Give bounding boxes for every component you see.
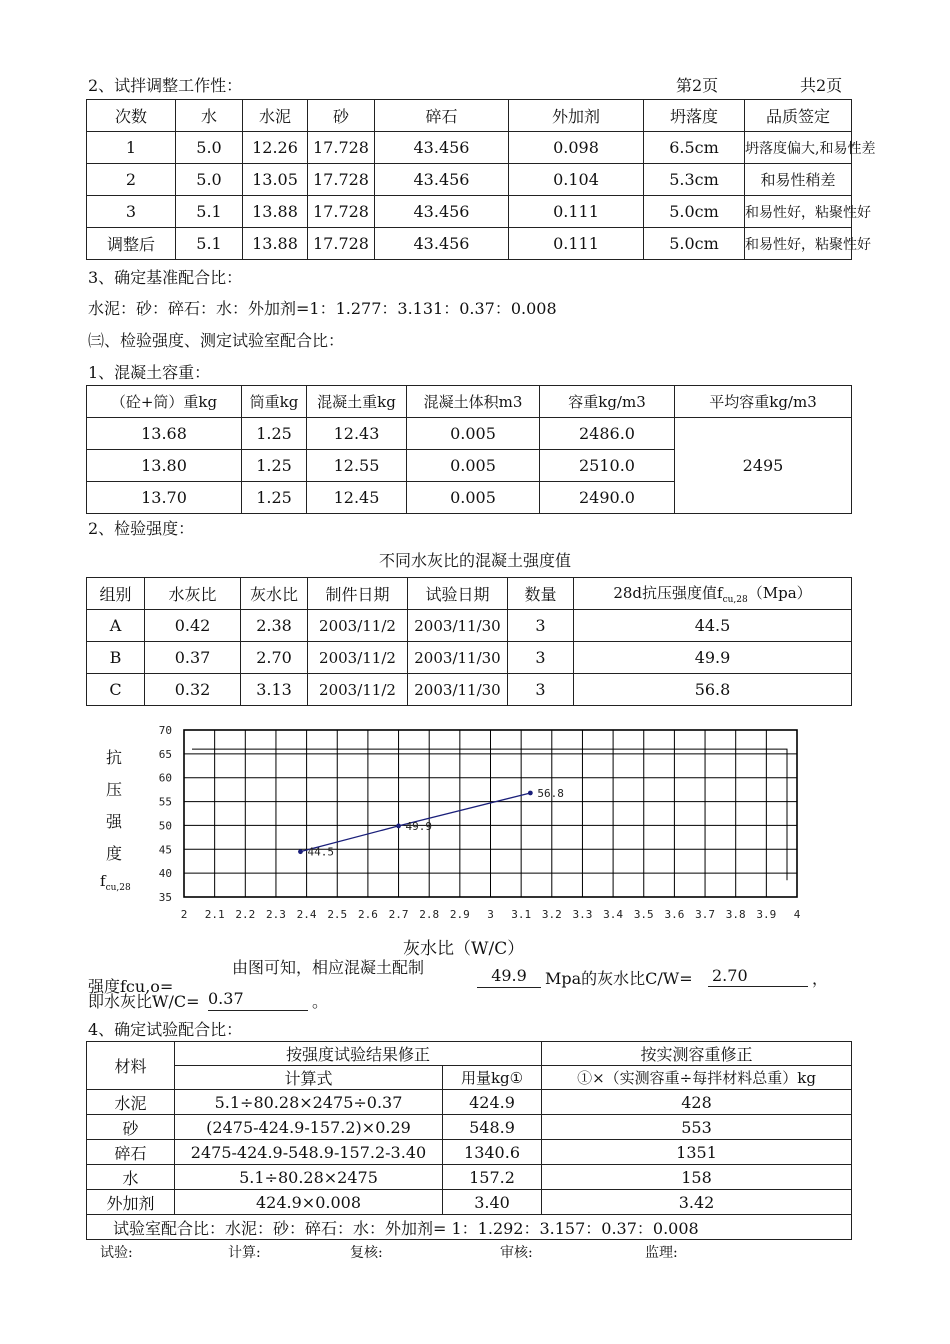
cell: 0.32	[145, 674, 241, 706]
footer-supervisor: 监理:	[645, 1245, 678, 1261]
cell: 3	[508, 674, 574, 706]
cell: 碎石	[87, 1140, 175, 1165]
cell: 0.42	[145, 610, 241, 642]
footer-checker: 复核:	[350, 1245, 383, 1261]
section3-heading: ㈢、检验强度、测定试验室配合比：	[88, 331, 345, 350]
cell: C	[87, 674, 145, 706]
cw-value: 2.70	[708, 965, 808, 987]
y-tick-label: 65	[158, 747, 172, 761]
cell: 44.5	[574, 610, 852, 642]
footer-reviewer: 审核:	[500, 1245, 533, 1261]
cell: 6.5cm	[644, 132, 745, 164]
cell: 砂	[87, 1115, 175, 1140]
cell: 和易性好，粘聚性好	[745, 228, 852, 260]
header-cell: 按强度试验结果修正	[175, 1042, 542, 1066]
final-ratio-row	[87, 1215, 852, 1240]
header-cell: 外加剂	[509, 100, 644, 132]
x-tick-label: 2.7	[388, 908, 409, 921]
cell: 2510.0	[540, 450, 675, 482]
header-cell: 水泥	[243, 100, 308, 132]
cell: 13.05	[243, 164, 308, 196]
cell: 17.728	[308, 228, 375, 260]
x-tick-label: 3.4	[603, 908, 624, 921]
header-cell: 水灰比	[145, 578, 241, 610]
data-label: 44.5	[307, 845, 334, 859]
cell: 2003/11/2	[308, 610, 408, 642]
cell: 0.005	[407, 418, 540, 450]
y-label-symbol: $f_{cu,28}$	[100, 872, 131, 893]
cell: 3.13	[241, 674, 308, 706]
header-cell: 按实测容重修正	[542, 1042, 852, 1066]
cell: 5.3cm	[644, 164, 745, 196]
final-ratio: 试验室配合比：水泥：砂：碎石：水：外加剂= 1：1.292：3.157：0.37：0.008	[87, 1215, 852, 1240]
cell: 2486.0	[540, 418, 675, 450]
cell: 5.0cm	[644, 196, 745, 228]
header-cell: ①×（实测容重÷每拌材料总重）kg	[542, 1066, 852, 1090]
header-cell: 容重kg/m3	[540, 386, 675, 418]
cell: 428	[542, 1090, 852, 1115]
y-label-char: 强	[106, 812, 123, 831]
y-tick-label: 55	[158, 795, 172, 809]
cell: 3.42	[542, 1190, 852, 1215]
cell: 553	[542, 1115, 852, 1140]
cell: 548.9	[443, 1115, 542, 1140]
cell: 17.728	[308, 132, 375, 164]
x-tick-label: 2.3	[266, 908, 286, 921]
cell: 2003/11/2	[308, 642, 408, 674]
page-number: 第2页	[676, 76, 719, 95]
y-label-char: 压	[106, 780, 123, 799]
cell: (2475-424.9-157.2)×0.29	[175, 1115, 443, 1140]
cell: 5.1÷80.28×2475÷0.37	[175, 1090, 443, 1115]
conclusion-part3: Mpa的灰水比C/W=	[545, 969, 693, 988]
trial-heading: 2、试拌调整工作性：	[88, 76, 243, 95]
cell: B	[87, 642, 145, 674]
x-tick-label: 3.5	[633, 908, 654, 921]
header-cell-strength: 28d抗压强度值$f_{cu,28}(Mpa)$	[574, 578, 852, 610]
cell: 5.0cm	[644, 228, 745, 260]
cell: 2003/11/30	[408, 610, 508, 642]
cell: 13.88	[243, 228, 308, 260]
cell: 1.25	[242, 482, 307, 514]
data-point	[396, 824, 401, 829]
y-tick-label: 45	[158, 843, 172, 857]
x-tick-label: 3.2	[541, 908, 562, 921]
cell: 424.9×0.008	[175, 1190, 443, 1215]
cell: 13.88	[243, 196, 308, 228]
cell: 12.43	[307, 418, 407, 450]
x-tick-label: 3.6	[664, 908, 685, 921]
cell: 3	[508, 642, 574, 674]
cell: 13.70	[87, 482, 242, 514]
x-tick-label: 2.1	[204, 908, 225, 921]
cell: 0.098	[509, 132, 644, 164]
cell: 调整后	[87, 228, 176, 260]
lab-mix-heading: 4、确定试验配合比：	[88, 1020, 243, 1039]
x-tick-label: 3.8	[725, 908, 746, 921]
cell: 5.0	[176, 132, 243, 164]
cell: 0.005	[407, 450, 540, 482]
cell: 1351	[542, 1140, 852, 1165]
cell: 3	[87, 196, 176, 228]
lab-mix-header-row	[87, 1042, 852, 1066]
cell: 424.9	[443, 1090, 542, 1115]
x-tick-label: 2.8	[419, 908, 440, 921]
table-row	[87, 1190, 852, 1215]
header-cell: 材料	[87, 1042, 175, 1090]
cell: 2	[87, 164, 176, 196]
lab-mix-table	[86, 1041, 852, 1240]
cell: 2490.0	[540, 482, 675, 514]
cell: 1	[87, 132, 176, 164]
x-tick-label: 3.3	[572, 908, 593, 921]
cell: 1.25	[242, 450, 307, 482]
cell: 0.111	[509, 228, 644, 260]
cell: A	[87, 610, 145, 642]
reference-line	[192, 749, 787, 880]
header-cell: 灰水比	[241, 578, 308, 610]
header-cell: 混凝土体积m3	[407, 386, 540, 418]
footer-tester: 试验:	[100, 1245, 133, 1261]
cell: 1.25	[242, 418, 307, 450]
header-cell: 混凝土重kg	[307, 386, 407, 418]
header-cell: 数量	[508, 578, 574, 610]
header-cell: 平均容重kg/m3	[675, 386, 852, 418]
cell: 2475-424.9-548.9-157.2-3.40	[175, 1140, 443, 1165]
y-label-char: 度	[106, 844, 123, 863]
y-tick-label: 40	[158, 867, 172, 881]
cell: 17.728	[308, 196, 375, 228]
header-cell: 组别	[87, 578, 145, 610]
cell: 12.45	[307, 482, 407, 514]
base-ratio-text: 水泥：砂：碎石：水：外加剂=1：1.277：3.131：0.37：0.008	[88, 299, 557, 318]
cell: 和易性稍差	[745, 164, 852, 196]
table-row	[87, 1115, 852, 1140]
table-row	[87, 1165, 852, 1190]
x-tick-label: 2.2	[235, 908, 256, 921]
x-tick-label: 3	[487, 908, 494, 921]
average-density: 2495	[675, 418, 852, 514]
header-cell: （砼+筒）重kg	[87, 386, 242, 418]
cell: 2003/11/2	[308, 674, 408, 706]
strength-heading: 2、检验强度：	[88, 519, 195, 538]
cell: 5.1	[176, 196, 243, 228]
x-tick-label: 2	[180, 908, 188, 921]
header-cell: 试验日期	[408, 578, 508, 610]
data-label: 56.8	[537, 786, 564, 800]
header-cell: 用量kg①	[443, 1066, 542, 1090]
cell: 水	[87, 1165, 175, 1190]
x-tick-label: 2.6	[357, 908, 378, 921]
cell: 5.1÷80.28×2475	[175, 1165, 443, 1190]
conclusion-part5: 即水灰比W/C=	[88, 992, 200, 1011]
data-point	[528, 791, 533, 796]
cell: 13.80	[87, 450, 242, 482]
cell: 和易性好，粘聚性好	[745, 196, 852, 228]
header-cell: 坍落度	[644, 100, 745, 132]
header-cell: 次数	[87, 100, 176, 132]
table-row	[87, 1090, 852, 1115]
y-tick-label: 60	[158, 771, 172, 785]
cell: 43.456	[375, 196, 509, 228]
cell: 13.68	[87, 418, 242, 450]
cell: 坍落度偏大,和易性差	[745, 132, 852, 164]
header-cell: 筒重kg	[242, 386, 307, 418]
lab-mix-subheader-row	[87, 1066, 852, 1090]
cell: 2.70	[241, 642, 308, 674]
x-tick-label: 2.5	[327, 908, 348, 921]
cell: 5.0	[176, 164, 243, 196]
cell: 43.456	[375, 228, 509, 260]
cell: 2.38	[241, 610, 308, 642]
y-tick-label: 50	[158, 819, 172, 833]
cell: 43.456	[375, 164, 509, 196]
strength-table-title: 不同水灰比的混凝土强度值	[378, 551, 571, 570]
conclusion-part6: 。	[312, 992, 329, 1011]
x-axis-label: 灰水比（W/C）	[403, 939, 525, 959]
cell: 3.40	[443, 1190, 542, 1215]
header-cell: 品质签定	[745, 100, 852, 132]
strength-value: 49.9	[477, 965, 541, 988]
x-tick-label: 3.9	[756, 908, 777, 921]
density-heading: 1、混凝土容重：	[88, 363, 211, 382]
header-cell: 计算式	[175, 1066, 443, 1090]
cell: 43.456	[375, 132, 509, 164]
cell: 0.111	[509, 196, 644, 228]
header-cell: 水	[176, 100, 243, 132]
header-cell: 砂	[308, 100, 375, 132]
cell: 0.37	[145, 642, 241, 674]
x-tick-label: 2.4	[296, 908, 317, 921]
page-total: 共2页	[800, 76, 843, 95]
cell: 1340.6	[443, 1140, 542, 1165]
header-cell: 碎石	[375, 100, 509, 132]
data-point	[298, 849, 303, 854]
cell: 0.104	[509, 164, 644, 196]
y-tick-label: 70	[158, 724, 172, 737]
cell: 49.9	[574, 642, 852, 674]
cell: 12.26	[243, 132, 308, 164]
cell: 157.2	[443, 1165, 542, 1190]
footer-calculator: 计算:	[228, 1245, 261, 1261]
cell: 56.8	[574, 674, 852, 706]
cell: 158	[542, 1165, 852, 1190]
x-tick-label: 4	[793, 908, 801, 921]
y-tick-label: 35	[158, 891, 172, 904]
cell: 外加剂	[87, 1190, 175, 1215]
data-label: 49.9	[405, 819, 433, 833]
cell: 17.728	[308, 164, 375, 196]
conclusion-part2: 强度fcu,o=	[88, 977, 174, 996]
cell: 12.55	[307, 450, 407, 482]
cell: 2003/11/30	[408, 674, 508, 706]
y-label-char: 抗	[106, 748, 123, 767]
table-row	[87, 1140, 852, 1165]
cell: 5.1	[176, 228, 243, 260]
cell: 3	[508, 610, 574, 642]
wc-value: 0.37	[208, 988, 308, 1011]
base-ratio-heading: 3、确定基准配合比：	[88, 268, 243, 287]
cell: 0.005	[407, 482, 540, 514]
cell: 水泥	[87, 1090, 175, 1115]
header-cell: 制件日期	[308, 578, 408, 610]
conclusion-part1: 由图可知，相应混凝土配制	[232, 958, 425, 977]
conclusion-part4: ，	[812, 969, 829, 988]
x-tick-label: 2.9	[449, 908, 470, 921]
x-tick-label: 3.7	[695, 908, 715, 921]
x-tick-label: 3.1	[511, 908, 532, 921]
cell: 2003/11/30	[408, 642, 508, 674]
